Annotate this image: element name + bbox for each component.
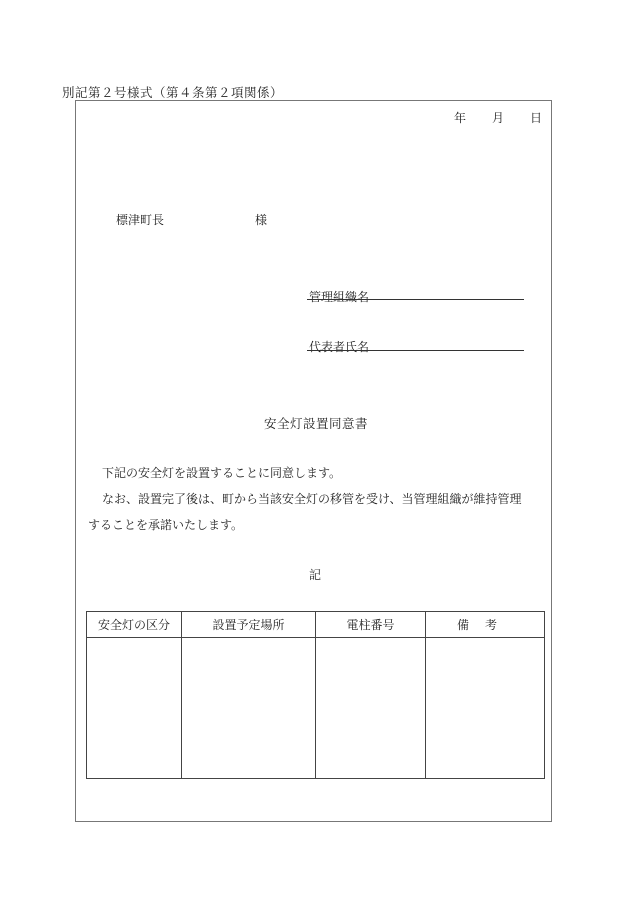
body-paragraph-1: 下記の安全灯を設置することに同意します。 [102, 466, 342, 480]
schedule-table [86, 611, 545, 779]
organization-field[interactable] [307, 299, 524, 300]
cell-light-category[interactable] [87, 638, 182, 779]
body-paragraph-3: することを承諾いたします。 [88, 518, 244, 532]
header-pole-number: 電柱番号 [316, 612, 426, 638]
table-header-row [87, 612, 545, 638]
header-light-category: 安全灯の区分 [87, 612, 182, 638]
representative-field[interactable] [307, 350, 524, 351]
note-heading: 記 [309, 568, 322, 582]
table-row [87, 638, 545, 779]
document-heading: 安全灯設置同意書 [264, 416, 369, 431]
form-title: 別記第２号様式（第４条第２項関係） [62, 85, 284, 100]
body-paragraph-2: なお、設置完了後は、町から当該安全灯の移管を受け、当管理組織が維持管理 [102, 492, 522, 506]
representative-label: 代表者氏名 [309, 340, 370, 354]
cell-remarks[interactable] [426, 638, 545, 779]
header-planned-location: 設置予定場所 [182, 612, 316, 638]
organization-label: 管理組織名 [309, 290, 370, 304]
cell-planned-location[interactable] [182, 638, 316, 779]
date-year: 年 [454, 111, 467, 125]
cell-pole-number[interactable] [316, 638, 426, 779]
addressee-name: 標津町長 [116, 213, 165, 227]
header-remarks: 備考 [426, 612, 545, 638]
date-day: 日 [530, 111, 543, 125]
addressee-honorific: 様 [255, 213, 268, 227]
date-month: 月 [492, 111, 505, 125]
